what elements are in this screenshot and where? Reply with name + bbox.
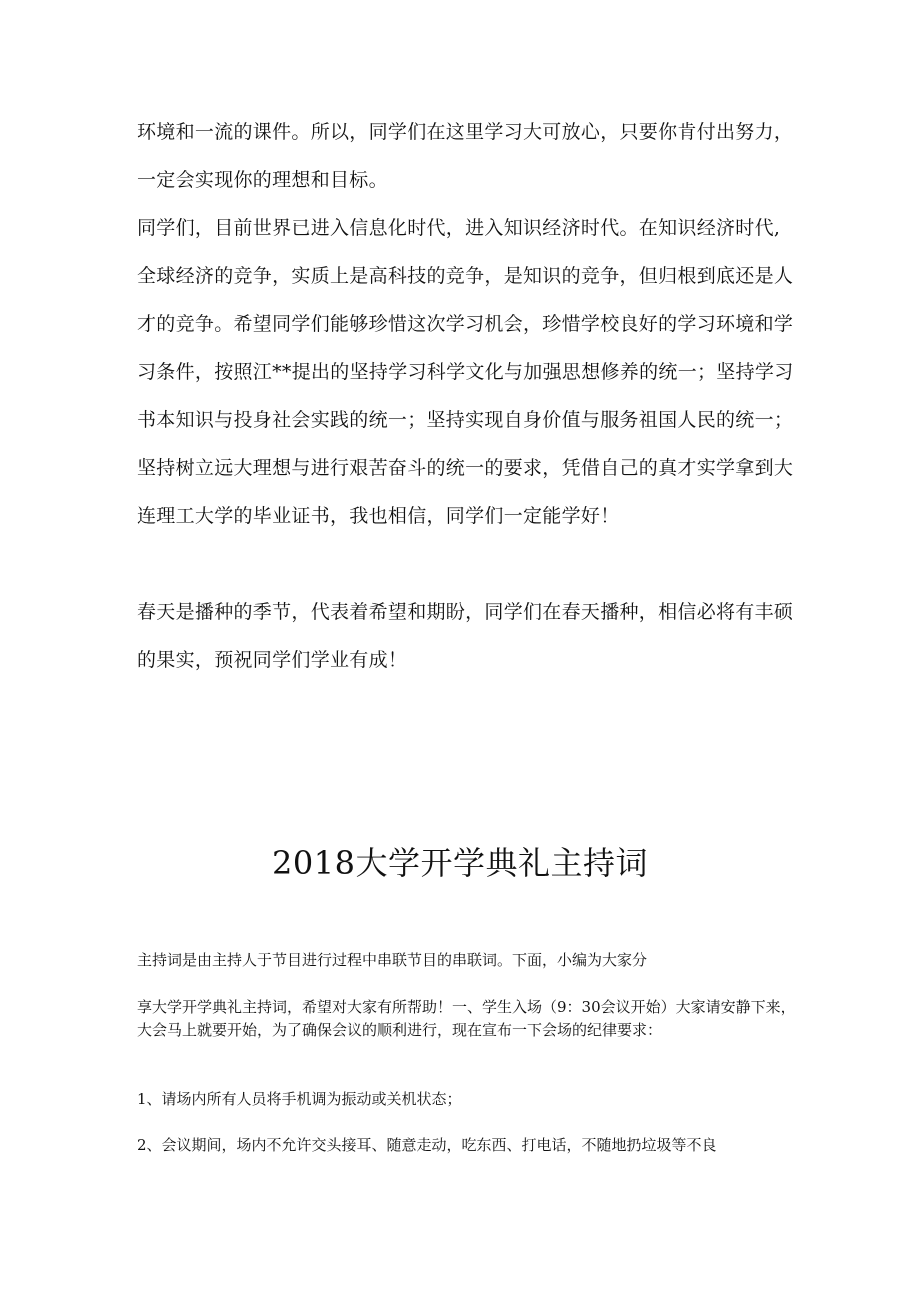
- intro-paragraph-1: 主持词是由主持人于节目进行过程中串联节目的串联词。下面，小编为大家分: [137, 951, 648, 969]
- intro-paragraph-2: 享大学开学典礼主持词，希望对大家有所帮助！一、学生入场（9：30会议开始）大家请安静下来，大会马上就要开始，为了确保会议的顺利进行，现在宣布一下会场的纪律要求：: [137, 998, 796, 1039]
- body-paragraph-1: [137, 108, 797, 204]
- rule-item-1: 1、请场内所有人员将手机调为振动或关机状态；: [137, 1090, 462, 1108]
- paragraph-text: 春天是播种的季节，代表着希望和期盼，同学们在春天播种，相信必将有丰硕的果实，预祝同学们学业有成！: [137, 601, 794, 671]
- document-title: 2018大学开学典礼主持词: [272, 844, 648, 882]
- paragraph-text: 环境和一流的课件。所以，同学们在这里学习大可放心，只要你肯付出努力，一定会实现你的理想和目标。: [137, 121, 794, 191]
- rule-item-2: 2、会议期间，场内不允许交头接耳、随意走动，吃东西、打电话，不随地扔垃圾等不良: [137, 1136, 717, 1154]
- paragraph-text: 同学们，目前世界已进入信息化时代，进入知识经济时代。在知识经济时代,全球经济的竞争，实质上是高科技的竞争，是知识的竞争，但归根到底还是人才的竞争。希望同学们能够珍惜这次学习机会，珍惜学校良好的学习环境和学习条件，按照江**提出的坚持学习科学文化与加强思想修养的统一；坚持学习书本知识与投身社会实践的统一；坚持实现自身价值与服务祖国人民的统一；坚持树立远大理想与进行艰苦奋斗的统一的要求，凭借自己的真才实学拿到大连理工大学的毕业证书，我也相信，同学们一定能学好！: [137, 217, 794, 527]
- body-paragraph-3: [137, 588, 797, 684]
- body-paragraph-2: [137, 204, 797, 540]
